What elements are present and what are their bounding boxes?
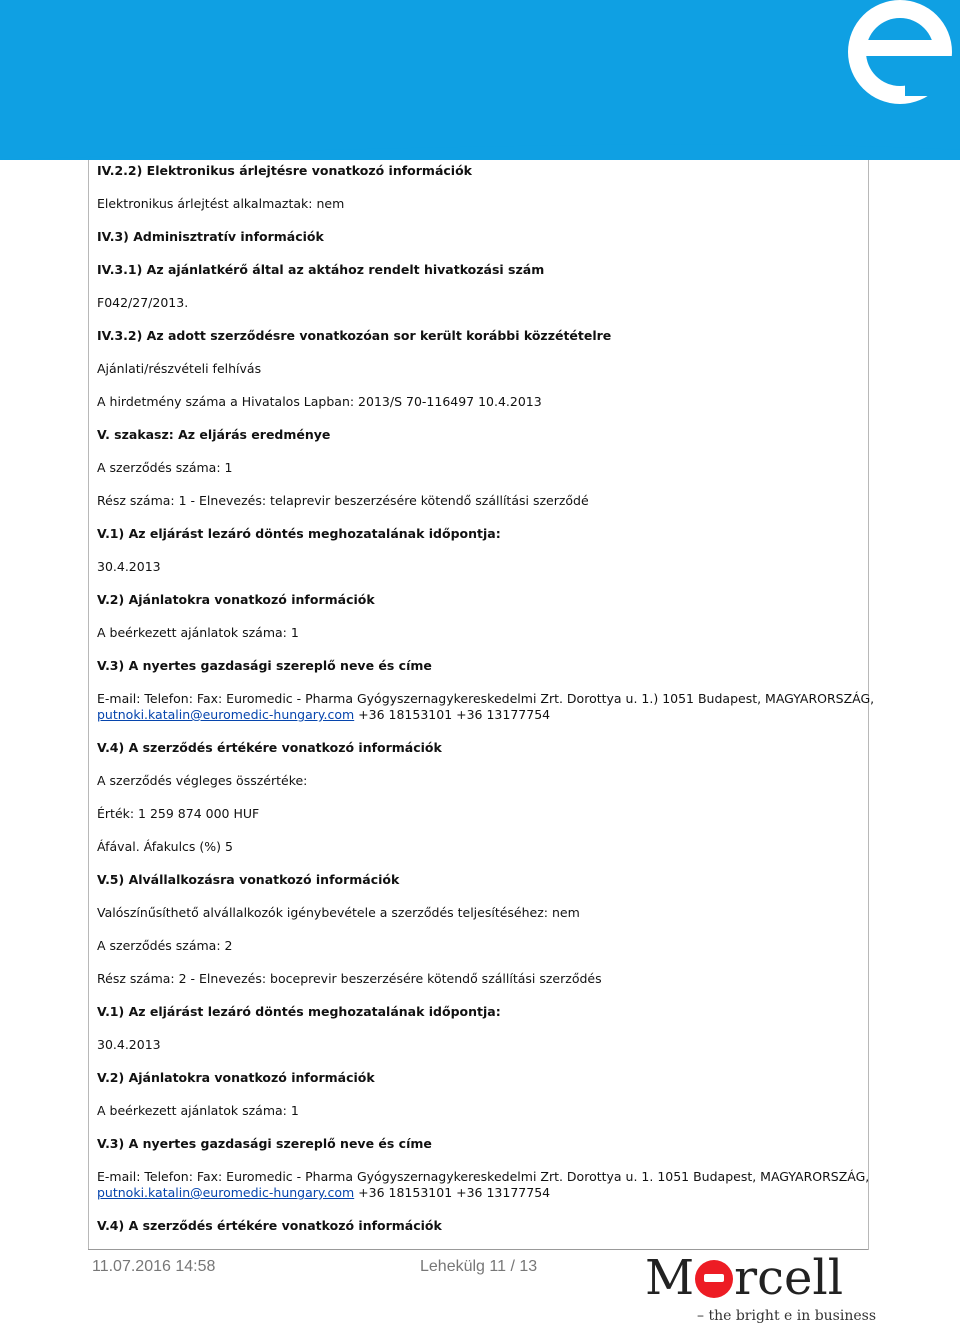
logo-wordmark xyxy=(645,1252,843,1304)
phone-numbers: +36 18153101 +36 13177754 xyxy=(354,707,551,722)
left-frame-rule xyxy=(88,160,89,1250)
section-heading: V.3) A nyertes gazdasági szereplő neve és címe xyxy=(97,1136,432,1151)
logo-text-end: rcell xyxy=(734,1250,844,1306)
footer-page-number: Lehekülg 11 / 13 xyxy=(420,1258,538,1275)
text-line: Rész száma: 2 - Elnevezés: boceprevir beszerzésére kötendő szállítási szerződés xyxy=(97,971,602,986)
text-line: F042/27/2013. xyxy=(97,295,189,310)
text-line: A beérkezett ajánlatok száma: 1 xyxy=(97,625,299,640)
section-heading: IV.3.2) Az adott szerződésre vonatkozóan sor került korábbi közzétételre xyxy=(97,328,612,343)
text-line: A szerződés végleges összértéke: xyxy=(97,773,308,788)
logo-e-icon xyxy=(695,1260,733,1298)
text-line: 30.4.2013 xyxy=(97,1037,161,1052)
logo-tagline: – the bright e in business xyxy=(697,1308,877,1324)
header-band xyxy=(0,0,960,160)
phone-numbers: +36 18153101 +36 13177754 xyxy=(354,1185,551,1200)
section-heading: V.5) Alvállalkozásra vonatkozó információk xyxy=(97,872,400,887)
text-line: A beérkezett ajánlatok száma: 1 xyxy=(97,1103,299,1118)
text-line: Áfával. Áfakulcs (%) 5 xyxy=(97,839,233,854)
section-heading: V.3) A nyertes gazdasági szereplő neve és címe xyxy=(97,658,432,673)
logo-text-start: M xyxy=(645,1250,695,1306)
text-line: A hirdetmény száma a Hivatalos Lapban: 2013/S 70-116497 10.4.2013 xyxy=(97,394,542,409)
section-heading: IV.3) Adminisztratív információk xyxy=(97,229,324,244)
section-heading: V. szakasz: Az eljárás eredménye xyxy=(97,427,331,442)
section-heading: V.2) Ajánlatokra vonatkozó információk xyxy=(97,592,375,607)
section-heading: V.1) Az eljárást lezáró döntés meghozatalának időpontja: xyxy=(97,526,501,541)
section-heading: V.4) A szerződés értékére vonatkozó információk xyxy=(97,740,442,755)
section-heading: IV.3.1) Az ajánlatkérő által az aktához rendelt hivatkozási szám xyxy=(97,262,545,277)
marcell-logo xyxy=(645,1250,877,1327)
text-line: Érték: 1 259 874 000 HUF xyxy=(97,806,260,821)
text-line: A szerződés száma: 1 xyxy=(97,460,233,475)
text-line: Elektronikus árlejtést alkalmaztak: nem xyxy=(97,196,345,211)
email-link[interactable]: putnoki.katalin@euromedic-hungary.com xyxy=(97,1185,355,1200)
contact-block xyxy=(97,1169,870,1218)
text-line: Valószínűsíthető alvállalkozók igénybevétele a szerződés teljesítéséhez: nem xyxy=(97,905,580,920)
text-line: Rész száma: 1 - Elnevezés: telaprevir beszerzésére kötendő szállítási szerződé xyxy=(97,493,589,508)
email-link[interactable]: putnoki.katalin@euromedic-hungary.com xyxy=(97,707,355,722)
contact-text: E-mail: Telefon: Fax: Euromedic - Pharma Gyógyszernagykereskedelmi Zrt. Dorottya u. 1. 1051 Budapest, MAGYARORSZÁG, xyxy=(97,1169,870,1184)
section-heading: IV.2.2) Elektronikus árlejtésre vonatkozó információk xyxy=(97,163,472,178)
text-line: A szerződés száma: 2 xyxy=(97,938,233,953)
section-heading: V.2) Ajánlatokra vonatkozó információk xyxy=(97,1070,375,1085)
contact-text: E-mail: Telefon: Fax: Euromedic - Pharma Gyógyszernagykereskedelmi Zrt. Dorottya u. 1.) 1051 Budapest, MAGYARORSZÁG, xyxy=(97,691,875,706)
section-heading: V.4) A szerződés értékére vonatkozó információk xyxy=(97,1218,442,1233)
footer-datetime: 11.07.2016 14:58 xyxy=(92,1258,216,1275)
section-heading: V.1) Az eljárást lezáró döntés meghozatalának időpontja: xyxy=(97,1004,501,1019)
header-logo-mark xyxy=(0,0,960,160)
contact-block xyxy=(97,691,875,740)
text-line: 30.4.2013 xyxy=(97,559,161,574)
text-line: Ajánlati/részvételi felhívás xyxy=(97,361,262,376)
document-body xyxy=(97,163,875,1251)
